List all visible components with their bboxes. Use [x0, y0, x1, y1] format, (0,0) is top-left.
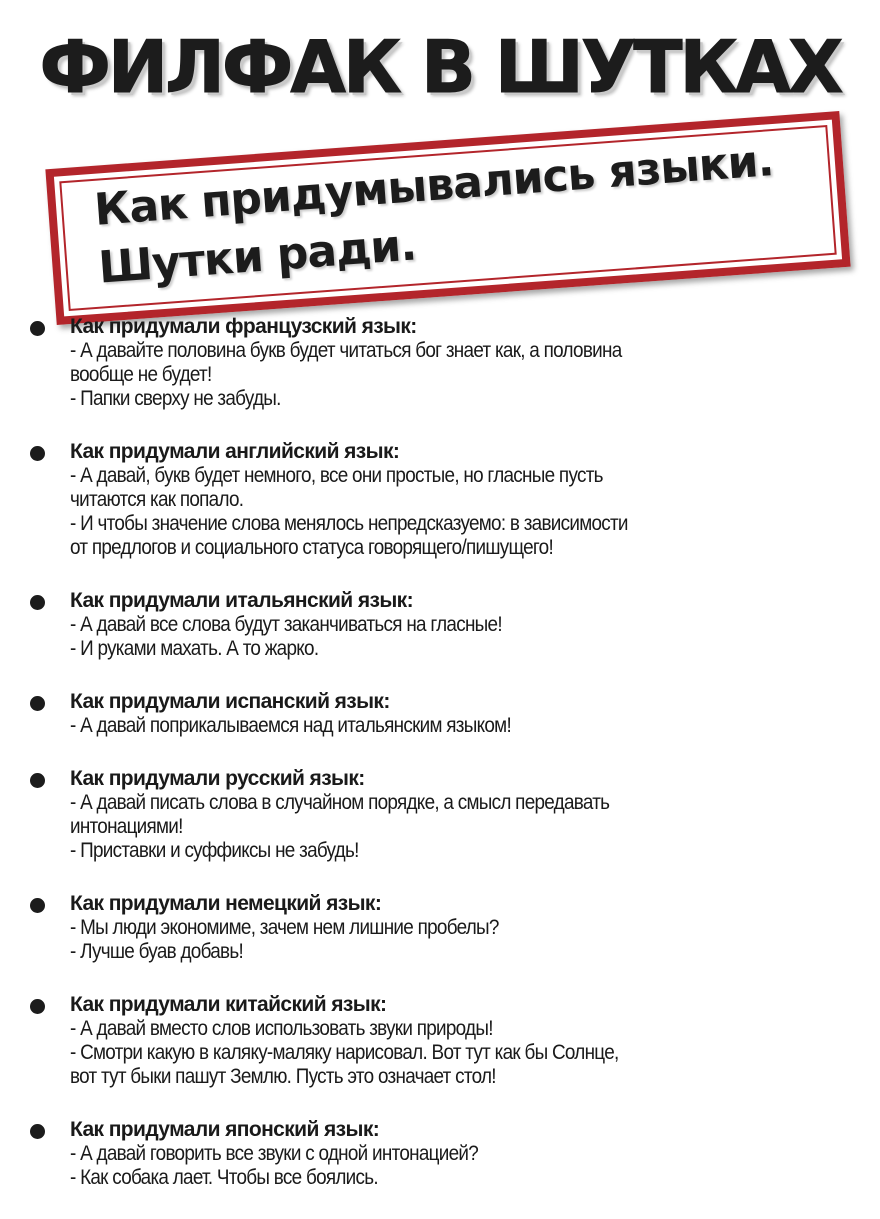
- bullet-icon: [30, 595, 45, 610]
- bullet-icon: [30, 898, 45, 913]
- item-line: - А давай писать слова в случайном порядке, а смысл передавать: [70, 791, 610, 814]
- list-item: [30, 892, 850, 964]
- bullet-icon: [30, 696, 45, 711]
- item-title: Как придумали немецкий язык:: [70, 892, 382, 915]
- item-line: интонациями!: [70, 815, 183, 838]
- bullet-icon: [30, 773, 45, 788]
- item-line: - Смотри какую в каляку-маляку нарисовал. Вот тут как бы Солнце,: [70, 1041, 619, 1064]
- page-title: ФИЛФАК В ШУТКАХ: [39, 25, 841, 109]
- item-line: - А давай говорить все звуки с одной интонацией?: [70, 1142, 478, 1165]
- banner-line-1: Как придумывались языки.: [92, 135, 775, 236]
- item-title: Как придумали китайский язык:: [70, 993, 387, 1016]
- item-title: Как придумали французский язык:: [70, 315, 417, 338]
- item-line: - Папки сверху не забуды.: [70, 387, 281, 410]
- item-line: - Приставки и суффиксы не забудь!: [70, 839, 359, 862]
- item-line: вот тут быки пашут Землю. Пусть это означает стол!: [70, 1065, 496, 1088]
- item-title: Как придумали японский язык:: [70, 1118, 380, 1141]
- item-line: - И руками махать. А то жарко.: [70, 637, 319, 660]
- item-line: - А давай, букв будет немного, все они простые, но гласные пусть: [70, 464, 603, 487]
- joke-list: [30, 315, 850, 1219]
- item-line: вообще не будет!: [70, 363, 212, 386]
- subtitle-banner: [45, 111, 850, 325]
- list-item: [30, 1118, 850, 1190]
- banner-line-2: Шутки ради.: [96, 219, 418, 294]
- bullet-icon: [30, 321, 45, 336]
- item-title: Как придумали английский язык:: [70, 440, 400, 463]
- banner-text: [92, 132, 779, 298]
- item-line: - Мы люди экономиме, зачем нем лишние пробелы?: [70, 916, 499, 939]
- item-line: - Лучше буав добавь!: [70, 940, 244, 963]
- item-title: Как придумали итальянский язык:: [70, 589, 413, 612]
- bullet-icon: [30, 1124, 45, 1139]
- list-item: [30, 440, 850, 560]
- item-title: Как придумали испанский язык:: [70, 690, 390, 713]
- list-item: [30, 767, 850, 863]
- list-item: [30, 589, 850, 661]
- list-item: [30, 315, 850, 411]
- item-line: - А давай поприкалываемся над итальянским языком!: [70, 714, 511, 737]
- item-line: - Как собака лает. Чтобы все боялись.: [70, 1166, 378, 1189]
- list-item: [30, 993, 850, 1089]
- item-title: Как придумали русский язык:: [70, 767, 365, 790]
- bullet-icon: [30, 999, 45, 1014]
- item-line: - А давай вместо слов использовать звуки природы!: [70, 1017, 493, 1040]
- item-line: от предлогов и социального статуса говорящего/пишущего!: [70, 536, 554, 559]
- item-line: - И чтобы значение слова менялось непредсказуемо: в зависимости: [70, 512, 628, 535]
- item-line: читаются как попало.: [70, 488, 244, 511]
- item-line: - А давай все слова будут заканчиваться на гласные!: [70, 613, 502, 636]
- list-item: [30, 690, 850, 738]
- item-line: - А давайте половина букв будет читаться бог знает как, а половина: [70, 339, 622, 362]
- bullet-icon: [30, 446, 45, 461]
